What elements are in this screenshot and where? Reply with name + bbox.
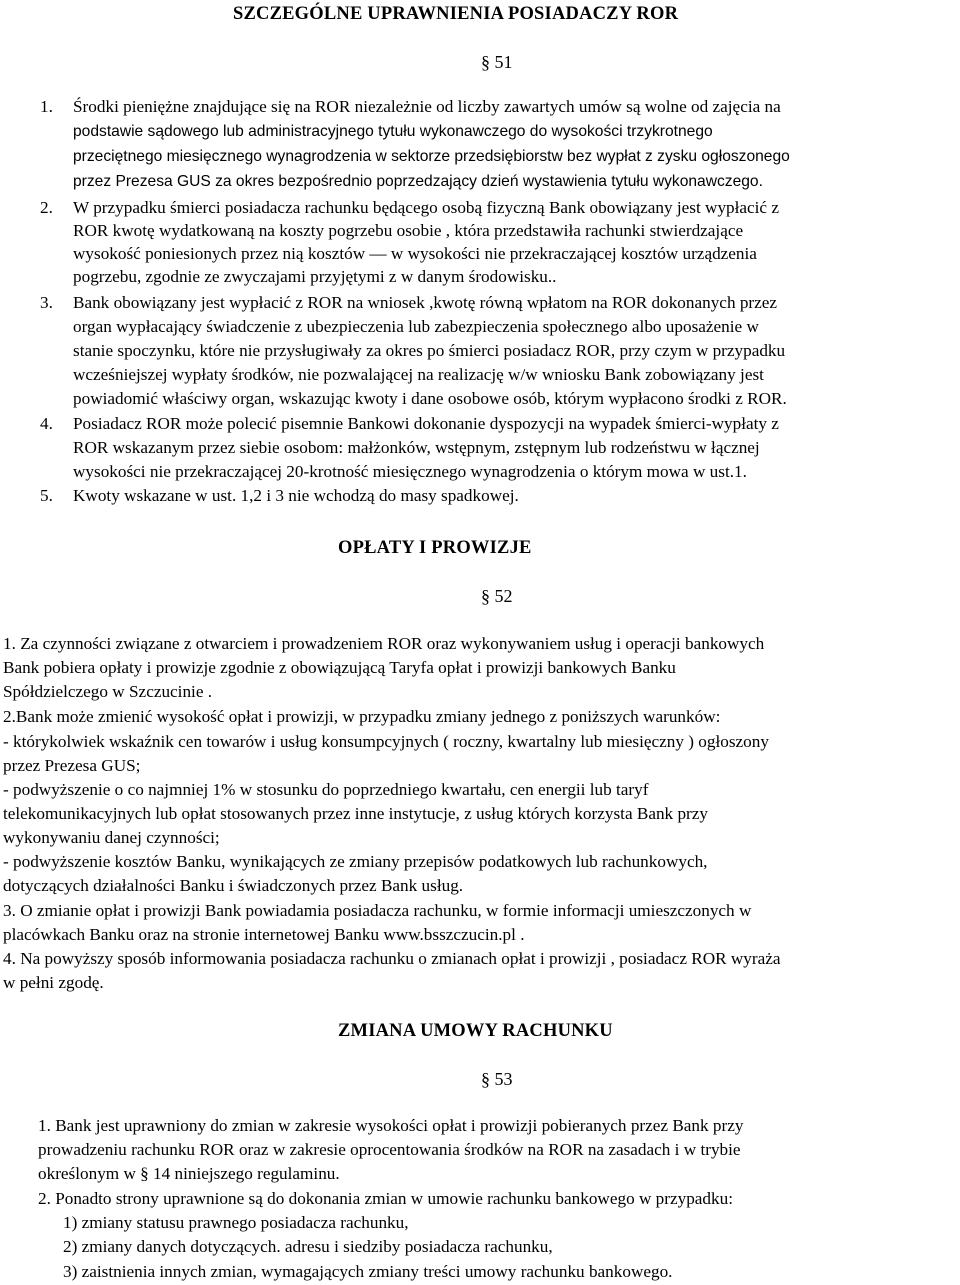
section-title-oplaty: OPŁATY I PROWIZJE [338, 538, 532, 558]
paragraph-line: pogrzebu, zgodnie ze zwyczajami przyjętymi z w danym środowisku.. [73, 267, 557, 286]
section-title-uprawnienia: SZCZEGÓLNE UPRAWNIENIA POSIADACZY ROR [233, 4, 679, 24]
paragraph-line: 1. Bank jest uprawniony do zmian w zakresie wysokości opłat i prowizji pobieranych przez Bank przy [38, 1116, 744, 1135]
paragraph-line: ROR kwotę wydatkowaną na koszty pogrzebu osobie , która przedstawiła rachunki stwierdzające [73, 221, 744, 240]
item-number: 2. [40, 198, 53, 217]
section-title-zmiana-umowy: ZMIANA UMOWY RACHUNKU [338, 1021, 613, 1041]
paragraph-line: przeciętnego miesięcznego wynagrodzenia w sektorze przedsiębiorstw bez wypłat z zysku ogłoszonego [73, 148, 790, 165]
paragraph-line: Bank pobiera opłaty i prowizje zgodnie z obowiązującą Taryfa opłat i prowizji bankowych Banku [3, 658, 676, 677]
paragraph-line: prowadzeniu rachunku ROR oraz w zakresie oprocentowania środków na ROR na zasadach i w trybie [38, 1140, 741, 1159]
paragraph-line: Bank obowiązany jest wypłacić z ROR na wniosek ,kwotę równą wpłatom na ROR dokonanych przez [73, 293, 778, 312]
paragraph-line: stanie spoczynku, które nie przysługiwały za okres po śmierci posiadacz ROR, przy czym w przypadku [73, 341, 786, 360]
paragraph-line: wysokości nie przekraczającej 20-krotność miesięcznego wynagrodzenia o którym mowa w ust.1. [73, 462, 747, 481]
paragraph-line: 4. Na powyższy sposób informowania posiadacza rachunku o zmianach opłat i prowizji , posiadacz ROR wyraża [3, 949, 781, 968]
paragraph-line: wysokość poniesionych przez nią kosztów — w wysokości nie przekraczającej kosztów urządzenia [73, 244, 757, 263]
paragraph-line: 3. O zmianie opłat i prowizji Bank powiadamia posiadacza rachunku, w formie informacji umieszczonych w [3, 901, 752, 920]
section-number-52: § 52 [481, 586, 513, 606]
list-item: 1) zmiany statusu prawnego posiadacza rachunku, [63, 1213, 409, 1232]
item-number: 3. [40, 293, 53, 312]
paragraph-line: określonym w § 14 niniejszego regulaminu. [38, 1164, 340, 1183]
paragraph-line: 1. Za czynności związane z otwarciem i prowadzeniem ROR oraz wykonywaniem usług i operacji bankowych [3, 634, 765, 653]
paragraph-line: podstawie sądowego lub administracyjnego tytułu wykonawczego do wysokości trzykrotnego [73, 123, 713, 140]
paragraph-line: w pełni zgodę. [3, 973, 104, 992]
paragraph-line: 2. Ponadto strony uprawnione są do dokonania zmian w umowie rachunku bankowego w przypadku: [38, 1189, 733, 1208]
section-number-51: § 51 [481, 52, 513, 72]
paragraph-line: Kwoty wskazane w ust. 1,2 i 3 nie wchodzą do masy spadkowej. [73, 486, 519, 505]
section-number-53: § 53 [481, 1069, 513, 1089]
item-number: 4. [40, 414, 53, 433]
paragraph-line: Posiadacz ROR może polecić pisemnie Bankowi dokonanie dyspozycji na wypadek śmierci-wypłaty z [73, 414, 779, 433]
paragraph-line: wykonywaniu danej czynności; [3, 828, 220, 847]
item-number: 1. [40, 97, 53, 116]
paragraph-line: - podwyższenie kosztów Banku, wynikających ze zmiany przepisów podatkowych lub rachunkowych, [3, 852, 708, 871]
paragraph-line: organ wypłacający świadczenie z ubezpieczenia lub zabezpieczenia społecznego albo uposażenie w [73, 317, 759, 336]
list-item: 2) zmiany danych dotyczących. adresu i siedziby posiadacza rachunku, [63, 1237, 553, 1256]
paragraph-line: powiadomić właściwy organ, wskazując kwoty i dane osobowe osób, którym wypłacono środki z ROR. [73, 389, 787, 408]
paragraph-line: placówkach Banku oraz na stronie internetowej Banku www.bsszczucin.pl . [3, 925, 525, 944]
paragraph-line: przez Prezesa GUS za okres bezpośrednio poprzedzający dzień wystawienia tytułu wykonawczego. [73, 173, 763, 190]
paragraph-line: dotyczących działalności Banku i świadczonych przez Bank usług. [3, 876, 464, 895]
paragraph-line: telekomunikacyjnych lub opłat stosowanych przez inne instytucje, z usług których korzysta Bank przy [3, 804, 708, 823]
paragraph-line: - którykolwiek wskaźnik cen towarów i usług konsumpcyjnych ( roczny, kwartalny lub miesięczny ) ogłoszony [3, 732, 769, 751]
paragraph-line: wcześniejszej wypłaty środków, nie pozwalającej na realizację w/w wniosku Bank zobowiązany jest [73, 365, 764, 384]
paragraph-line: Środki pieniężne znajdujące się na ROR niezależnie od liczby zawartych umów są wolne od zajęcia na [73, 97, 781, 116]
paragraph-line: przez Prezesa GUS; [3, 756, 141, 775]
paragraph-line: W przypadku śmierci posiadacza rachunku będącego osobą fizyczną Bank obowiązany jest wypłacić z [73, 198, 779, 217]
paragraph-line: 2.Bank może zmienić wysokość opłat i prowizji, w przypadku zmiany jednego z poniższych warunków: [3, 707, 721, 726]
paragraph-line: - podwyższenie o co najmniej 1% w stosunku do poprzedniego kwartału, cen energii lub taryf [3, 780, 649, 799]
item-number: 5. [40, 486, 53, 505]
list-item: 3) zaistnienia innych zmian, wymagających zmiany treści umowy rachunku bankowego. [63, 1262, 673, 1281]
paragraph-line: ROR wskazanym przez siebie osobom: małżonków, wstępnym, zstępnym lub rodzeństwu w łącznej [73, 438, 760, 457]
paragraph-line: Spółdzielczego w Szczucinie . [3, 682, 213, 701]
